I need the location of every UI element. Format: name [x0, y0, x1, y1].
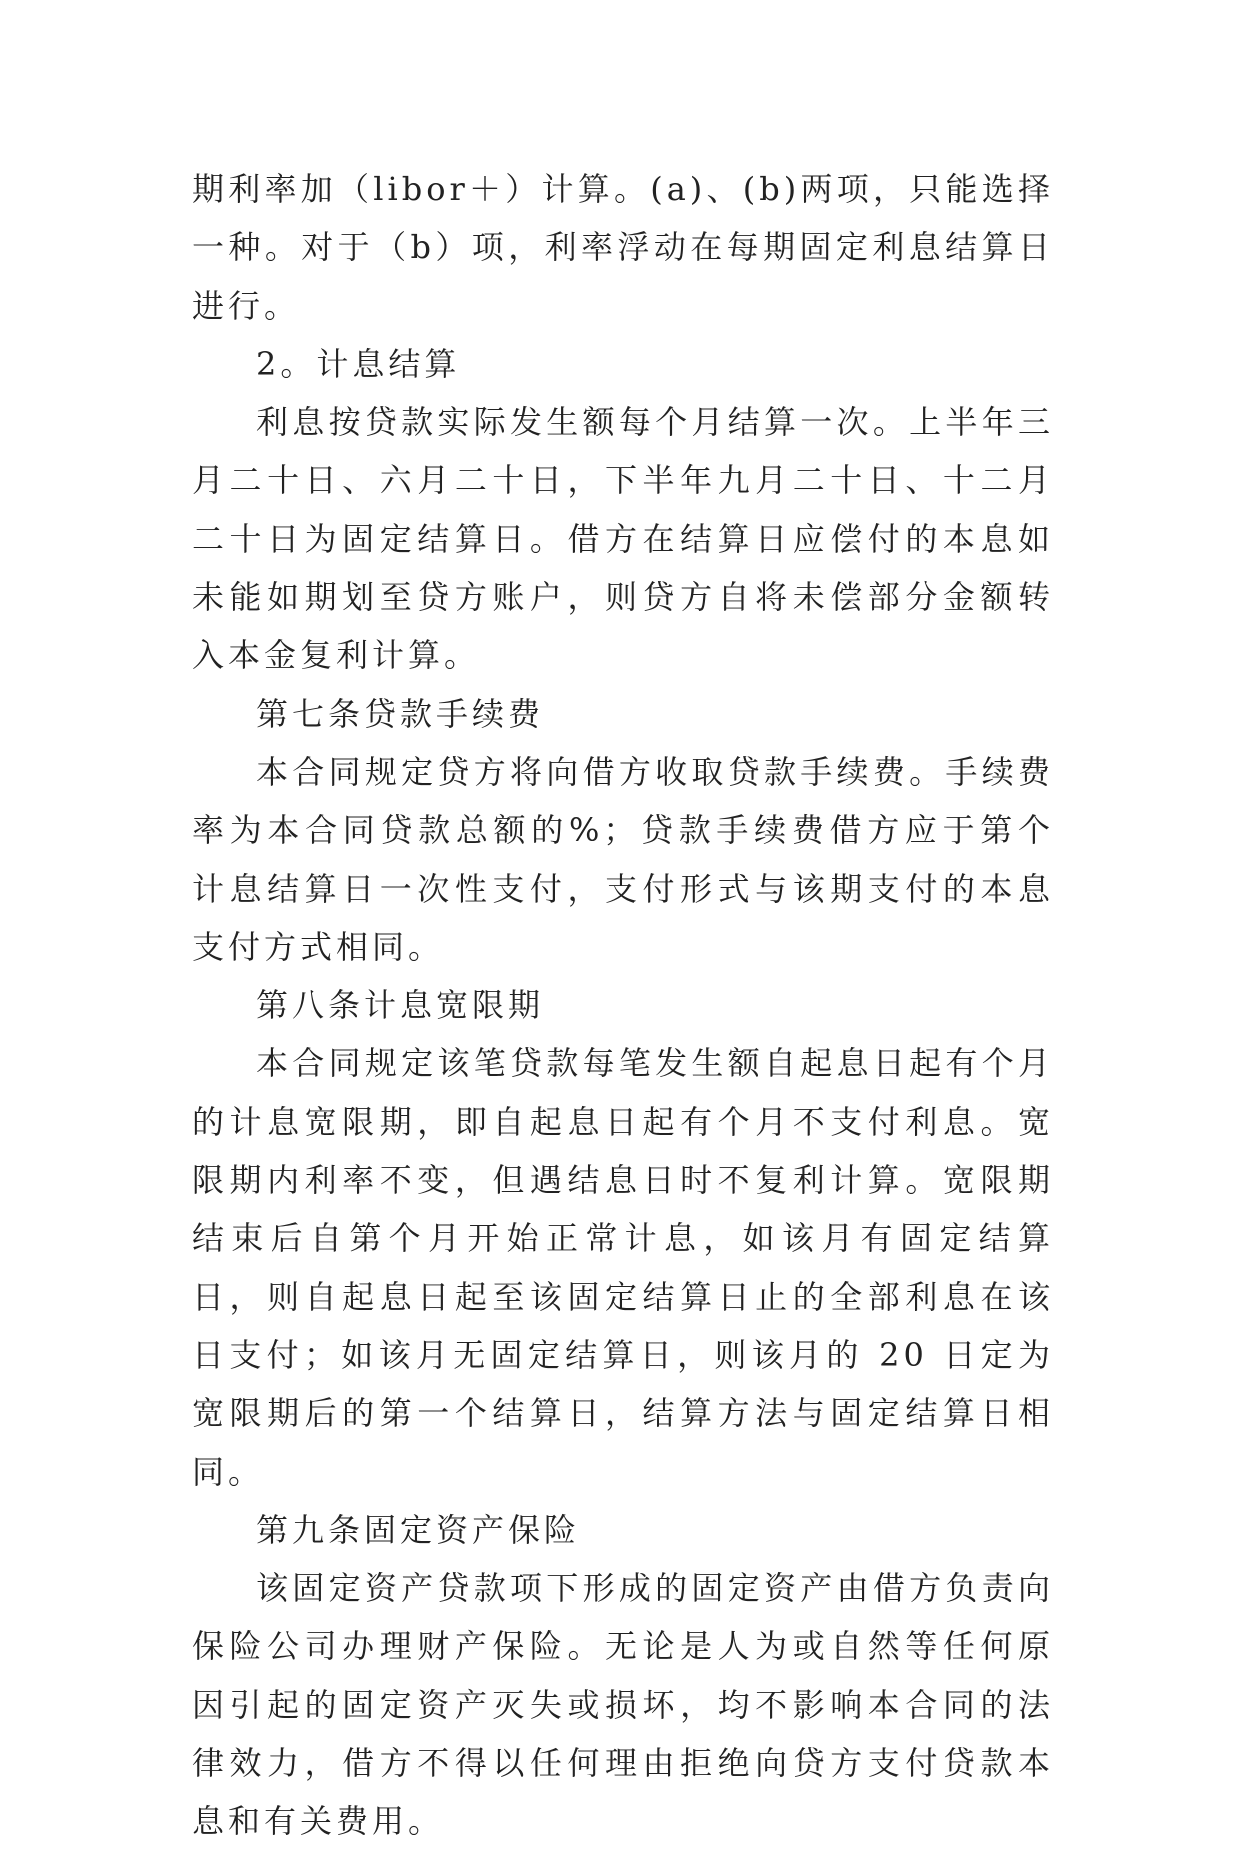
heading-article-7-loan-fee: 第七条贷款手续费	[256, 694, 545, 733]
paragraph-loan-fee: 本合同规定贷方将向借方收取贷款手续费。手续费率为本合同贷款总额的%；贷款手续费借方应于第个计息结算日一次性支付，支付形式与该期支付的本息支付方式相同。	[192, 752, 1054, 966]
document-page	[192, 160, 1054, 1851]
paragraph-grace-period: 本合同规定该笔贷款每笔发生额自起息日起有个月的计息宽限期，即自起息日起有个月不支付利息。宽限期内利率不变，但遇结息日时不复利计算。宽限期结束后自第个月开始正常计息，如该月有固定结算日，则自起息日起至该固定结算日止的全部利息在该日支付；如该月无固定结算日，则该月的 20 日定为宽限期后的第一个结算日，结算方法与固定结算日相同。	[192, 1044, 1054, 1491]
heading-article-9-fixed-asset-insurance: 第九条固定资产保险	[256, 1510, 581, 1549]
heading-interest-settlement: 2。计息结算	[256, 344, 461, 383]
paragraph-interest-rate-option: 期利率加（libor＋）计算。(a)、(b)两项，只能选择一种。对于（b）项，利率浮动在每期固定利息结算日进行。	[192, 170, 1054, 325]
paragraph-interest-settlement: 利息按贷款实际发生额每个月结算一次。上半年三月二十日、六月二十日，下半年九月二十日、十二月二十日为固定结算日。借方在结算日应偿付的本息如未能如期划至贷方账户，则贷方自将未偿部分金额转入本金复利计算。	[192, 403, 1054, 675]
heading-article-8-grace-period: 第八条计息宽限期	[256, 986, 545, 1025]
paragraph-fixed-asset-insurance: 该固定资产贷款项下形成的固定资产由借方负责向保险公司办理财产保险。无论是人为或自然等任何原因引起的固定资产灭失或损坏，均不影响本合同的法律效力，借方不得以任何理由拒绝向贷方支付贷款本息和有关费用。	[192, 1569, 1054, 1841]
